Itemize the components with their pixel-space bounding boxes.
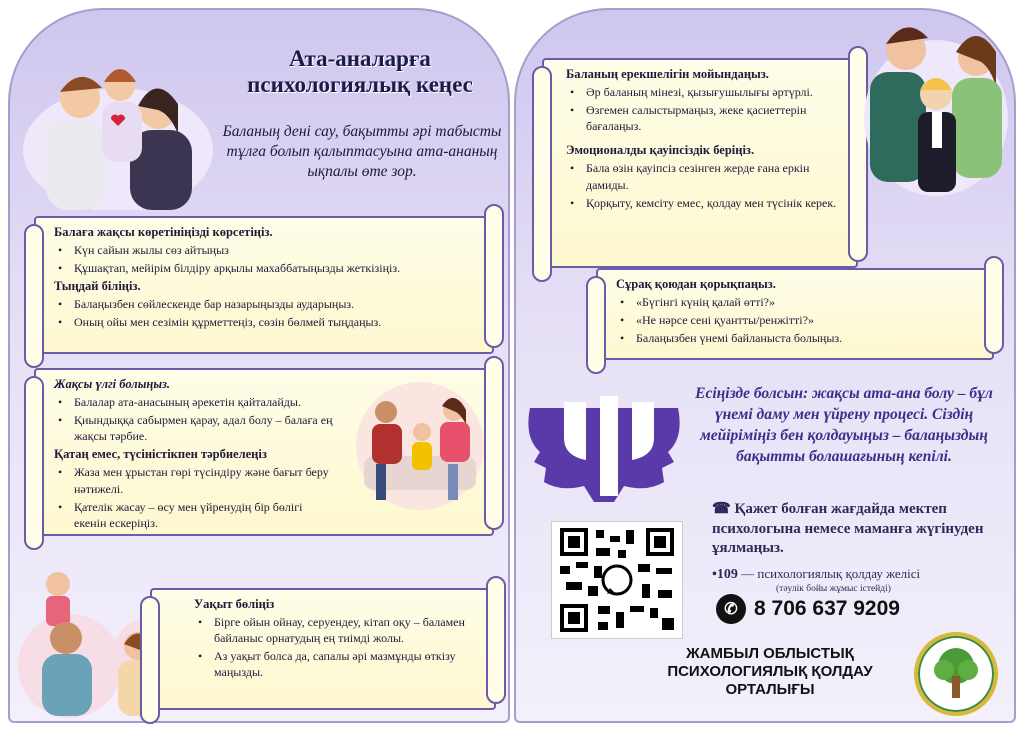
list-item: • Аз уақыт болса да, сапалы әрі мазмұнды өткізу маңызды. [194, 648, 480, 680]
title-line-1: Ата-аналарға [289, 46, 431, 71]
list-item: • Балаңызбен үнемі байланыста болыңыз. [616, 330, 978, 346]
card-heading: Баланың ерекшелігін мойындаңыз. [566, 67, 769, 81]
family-heart-illustration [18, 40, 218, 210]
scroll-card-questions [596, 268, 994, 360]
organization-name: ЖАМБЫЛ ОБЛЫСТЫҚ ПСИХОЛОГИЯЛЫҚ ҚОЛДАУ ОРТАЛЫҒЫ [667, 645, 873, 698]
hotline-label: — психологиялық қолдау желісі [737, 566, 921, 581]
reminder-text: Есіңізде болсын: жақсы ата-ана болу – бұл үнемі даму мен үйрену процесі. Сіздің мейіріміңіз бен қолдауыңыз – балаңыздың бақытты болашағының кепілі. [695, 385, 993, 465]
contact-advice [712, 500, 1012, 559]
list-item: • Балаңызбен сөйлескенде бар назарыңызды аударыңыз. [54, 296, 478, 312]
list-item: • «Не нәрсе сені қуантты/ренжітті?» [616, 312, 978, 328]
qr-pattern-icon [552, 522, 682, 638]
qr-code[interactable] [551, 521, 683, 639]
organization-logo [914, 632, 998, 716]
list-item: • Балалар ата-анасының әрекетін қайталайды. [54, 394, 334, 410]
card-heading: Тыңдай біліңіз. [54, 279, 141, 294]
list-item: • Бірге ойын ойнау, серуендеу, кітап оқу – баламен байланыс орнатудың ең тиімді жолы. [194, 614, 480, 646]
title-line-2: психологиялық кеңес [247, 72, 473, 98]
list-item: • Қиындыққа сабырмен қарау, адал болу – балаға ең жақсы тәрбие. [54, 412, 334, 444]
list-item: • «Бүгінгі күнің қалай өтті?» [616, 294, 978, 310]
card-heading: Сұрақ қоюдан қорықпаңыз. [616, 277, 776, 291]
list-item: • Жаза мен ұрыстан гөрі түсіндіру және бағыт беру нәтижелі. [54, 464, 334, 496]
list-item: • Құшақтап, мейірім білдіру арқылы махаббатыңызды жеткізіңіз. [54, 260, 478, 276]
list-item: • Оның ойы мен сезімін құрметтеңіз, сөзін бөлмей тыңдаңыз. [54, 314, 478, 330]
card-heading: Қатаң емес, түсіністікпен тәрбиелеңіз [54, 447, 267, 462]
scroll-card-love [34, 216, 494, 354]
list-item: • Бала өзін қауіпсіз сезінген жерде ғана еркін дамиды. [566, 160, 842, 192]
list-item: • Әр баланың мінезі, қызығушылығы әртүрлі. [566, 84, 842, 100]
family-sofa-illustration [350, 380, 490, 515]
list-item: • Күн сайын жылы сөз айтыңыз [54, 242, 478, 258]
hotline-number[interactable]: •109 [712, 567, 738, 582]
contact-text: Қажет болған жағдайда мектеп психологына немесе маманға жүгінуден ұялмаңыз. [712, 501, 984, 556]
scroll-card-time [150, 588, 496, 710]
telephone-icon: ☎ [712, 501, 735, 517]
whatsapp-icon: ✆ [716, 594, 746, 624]
phone-contact[interactable] [716, 594, 900, 624]
poster-title [228, 46, 492, 99]
family-embrace-illustration [860, 8, 1010, 198]
card-heading: Эмоционалды қауіпсіздік беріңіз. [566, 143, 755, 158]
list-item: • Қателік жасау – өсу мен үйренудің бір бөлігі екенін ескеріңіз. [54, 499, 334, 531]
phone-number[interactable]: 8 706 637 9209 [754, 597, 900, 620]
scroll-card-uniqueness [542, 58, 858, 268]
card-heading: Уақыт бөліңіз [194, 597, 275, 611]
psi-faces-icon [524, 388, 694, 508]
card-heading: Жақсы үлгі болыңыз. [54, 377, 170, 391]
list-item: • Қорқыту, кемсіту емес, қолдау мен түсінік керек. [566, 195, 842, 211]
poster-subtitle: Баланың дені сау, бақытты әрі табысты тұлға болып қалыптасуына ата-ананың ықпалы өте зор. [222, 123, 502, 181]
hotline-note: (тәулік бойы жұмыс істейді) [776, 584, 891, 594]
hotline-line [712, 566, 1012, 583]
tree-icon [918, 636, 994, 712]
card-heading: Балаға жақсы көретініңізді көрсетіңіз. [54, 225, 273, 239]
list-item: • Өзгемен салыстырмаңыз, жеке қасиеттерін бағалаңыз. [566, 102, 842, 134]
